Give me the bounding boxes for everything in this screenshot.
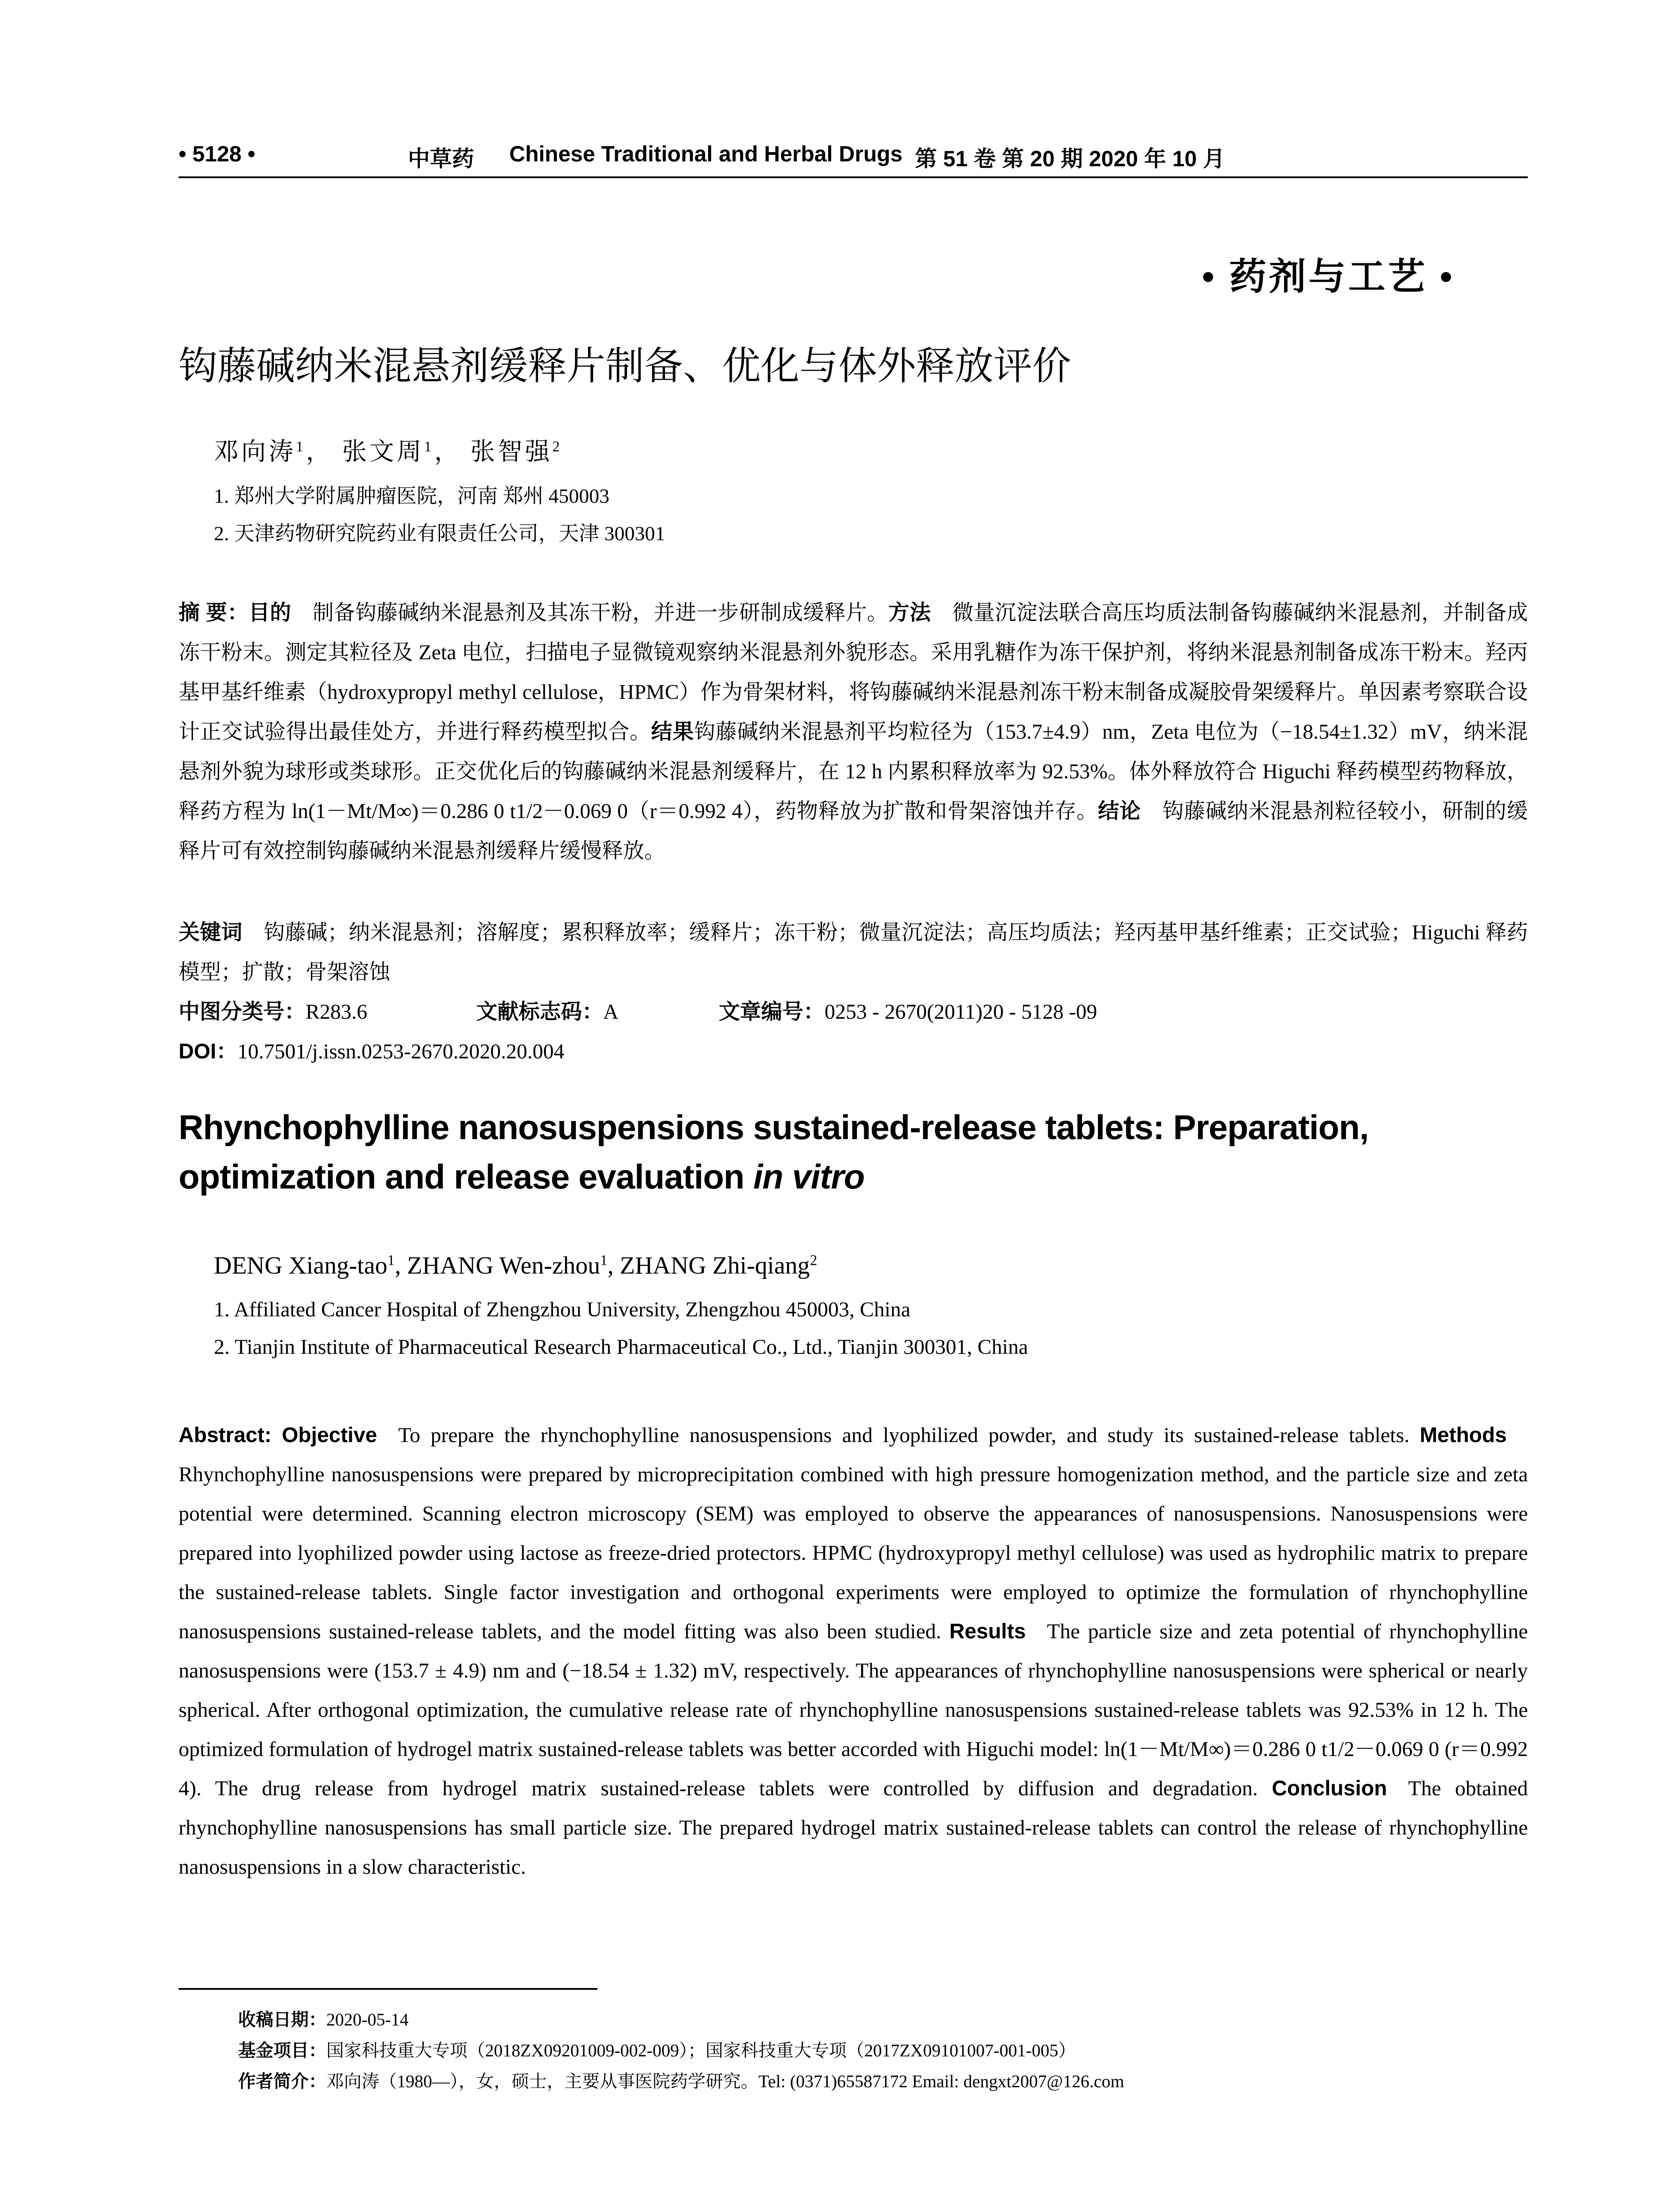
author-affiliation-mark: 2 bbox=[552, 438, 563, 455]
running-header bbox=[179, 141, 1528, 181]
author-list-cn: 邓向涛$^1$， 张文周$^1$， 张智强$^2$ bbox=[214, 438, 563, 466]
author-name: 邓向涛 bbox=[214, 438, 296, 466]
clc-label: 中图分类号： bbox=[179, 1000, 306, 1024]
footnote-rule bbox=[179, 1988, 597, 1990]
author-affiliation-mark: 1 bbox=[296, 438, 306, 455]
methods-label: 方法 bbox=[888, 601, 931, 624]
keywords-label: 关键词 bbox=[179, 921, 243, 944]
author-bio bbox=[238, 2068, 1124, 2095]
article-title-en bbox=[179, 1102, 1528, 1201]
methods-en-label: Methods bbox=[1419, 1424, 1507, 1447]
author-affiliation-mark: 2 bbox=[810, 1252, 818, 1269]
author-name: DENG Xiang-tao bbox=[214, 1252, 388, 1279]
received-date bbox=[238, 2007, 409, 2033]
article-number-label: 文章编号： bbox=[719, 1000, 825, 1024]
fund-value: 国家科技重大专项（2018ZX09201009-002-009）；国家科技重大专项（2017ZX09101007-001-005） bbox=[326, 2041, 1076, 2060]
results-en-text: The particle size and zeta potential of rhynchophylline nanosuspensions were (153.7 ± 4.9) nm and (−18.54 ± 1.32) mV, respectively. The appearances of rhynchophylline nanosuspensions were spherical or nearly spherical. After orthogonal optimization, the cumulative release rate of rhynchophylline nanosuspensions sustained-release tablets was 92.53% in 12 h. The optimized formulation of hydrogel matrix sustained-release tablets was better accorded with Higuchi model: ln(1－Mt/M∞)＝0.286 0 t1/2－0.069 0 (r＝0.992 4). The drug release from hydrogel matrix sustained-release tablets were controlled by diffusion and degradation. bbox=[179, 1620, 1528, 1800]
fund-label: 基金项目： bbox=[238, 2041, 326, 2060]
classification-line bbox=[179, 992, 367, 1032]
header-rule bbox=[179, 176, 1528, 178]
conclusion-text: 钩藤碱纳米混悬剂粒径较小，研制的缓释片可有效控制钩藤碱纳米混悬剂缓释片缓慢释放。 bbox=[179, 800, 1528, 863]
author-bio-label: 作者简介： bbox=[238, 2072, 326, 2091]
abstract-en bbox=[179, 1416, 1528, 1887]
article-number-line bbox=[719, 992, 1097, 1032]
affiliation-en: 2. Tianjin Institute of Pharmaceutical Research Pharmaceutical Co., Ltd., Tianjin 300301, China bbox=[214, 1335, 1028, 1359]
title-en-line2-text: optimization and release evaluation bbox=[179, 1157, 754, 1196]
author-name: ZHANG Wen-zhou bbox=[407, 1252, 600, 1279]
conclusion-en-label: Conclusion bbox=[1272, 1777, 1387, 1800]
doi-value[interactable]: 10.7501/j.issn.0253-2670.2020.20.004 bbox=[237, 1040, 564, 1063]
document-code-line bbox=[476, 992, 619, 1032]
objective-en-text: To prepare the rhynchophylline nanosuspensions and lyophilized powder, and study its sustained-release tablets. bbox=[398, 1424, 1410, 1447]
journal-title-en: Chinese Traditional and Herbal Drugs bbox=[509, 142, 903, 166]
doi-label: DOI： bbox=[179, 1040, 238, 1063]
title-en-line1: Rhynchophylline nanosuspensions sustained-release tablets: Preparation, bbox=[179, 1108, 1369, 1147]
abstract-label: 摘 要： bbox=[179, 601, 249, 624]
received-value: 2020-05-14 bbox=[326, 2010, 409, 2029]
document-code-value: A bbox=[603, 1000, 619, 1024]
author-name: ZHANG Zhi-qiang bbox=[620, 1252, 810, 1279]
results-label: 结果 bbox=[651, 720, 694, 744]
journal-title-cn: 中草药 bbox=[408, 146, 474, 171]
objective-en-label: Objective bbox=[282, 1424, 377, 1447]
received-label: 收稿日期： bbox=[238, 2010, 326, 2029]
document-code-label: 文献标志码： bbox=[476, 1000, 604, 1024]
issue-info: 第 51 卷 第 20 期 2020 年 10 月 bbox=[915, 146, 1225, 171]
author-affiliation-mark: 1 bbox=[387, 1252, 395, 1269]
author-name: 张文周 bbox=[342, 438, 424, 466]
objective-label: 目的 bbox=[248, 601, 291, 624]
title-en-italic: in vitro bbox=[753, 1157, 865, 1196]
methods-en-text: Rhynchophylline nanosuspensions were prepared by microprecipitation combined with high pressure homogenization method, and the particle size and zeta potential were determined. Scanning electron microscopy (SEM) was employed to observe the appearances of nanosuspensions. Nanosuspensions were prepared into lyophilized powder using lactose as freeze-dried protectors. HPMC (hydroxypropyl methyl cellulose) was used as hydrophilic matrix to prepare the sustained-release tablets. Single factor investigation and orthogonal experiments were employed to optimize the formulation of rhynchophylline nanosuspensions sustained-release tablets, and the model fitting was also been studied. bbox=[179, 1463, 1528, 1643]
page-number: • 5128 • bbox=[179, 142, 256, 166]
affiliation-en: 1. Affiliated Cancer Hospital of Zhengzhou University, Zhengzhou 450003, China bbox=[214, 1298, 911, 1321]
affiliation-cn: 1. 郑州大学附属肿瘤医院，河南 郑州 450003 bbox=[214, 485, 609, 507]
author-affiliation-mark: 1 bbox=[424, 438, 434, 455]
article-title-cn: 钩藤碱纳米混悬剂缓释片制备、优化与体外释放评价 bbox=[179, 344, 1071, 388]
keywords-text: 钩藤碱；纳米混悬剂；溶解度；累积释放率；缓释片；冻干粉；微量沉淀法；高压均质法；羟丙基甲基纤维素；正交试验；Higuchi 释药模型；扩散；骨架溶蚀 bbox=[179, 921, 1528, 984]
results-text: 钩藤碱纳米混悬剂平均粒径为（153.7±4.9）nm，Zeta 电位为（−18.54±1.32）mV，纳米混悬剂外貌为球形或类球形。正交优化后的钩藤碱纳米混悬剂缓释片，在 12 h 内累积释放率为 92.53%。体外释放符合 Higuchi 释药模型药物释放，释药方程为 ln(1－Mt/M∞)＝0.286 0 t1/2－0.069 0（r＝0.992 4），药物释放为扩散和骨架溶蚀并存。 bbox=[179, 720, 1528, 823]
abstract-en-label: Abstract: bbox=[179, 1424, 272, 1447]
keywords-cn bbox=[179, 913, 1528, 992]
article-number-value: 0253 - 2670(2011)20 - 5128 -09 bbox=[825, 1000, 1098, 1024]
fund-project bbox=[238, 2037, 1076, 2064]
author-name: 张智强 bbox=[470, 438, 553, 466]
objective-text: 制备钩藤碱纳米混悬剂及其冻干粉，并进一步研制成缓释片。 bbox=[312, 601, 889, 624]
clc-value: R283.6 bbox=[306, 1000, 368, 1024]
affiliation-cn: 2. 天津药物研究院药业有限责任公司，天津 300301 bbox=[214, 522, 665, 545]
conclusion-label: 结论 bbox=[1098, 800, 1141, 823]
methods-text: 微量沉淀法联合高压均质法制备钩藤碱纳米混悬剂，并制备成冻干粉末。测定其粒径及 Zeta 电位，扫描电子显微镜观察纳米混悬剂外貌形态。采用乳糖作为冻干保护剂，将纳米混悬剂制备成冻干粉末。羟丙基甲基纤维素（hydroxypropyl methyl cellulose，HPMC）作为骨架材料，将钩藤碱纳米混悬剂冻干粉末制备成凝胶骨架缓释片。单因素考察联合设计正交试验得出最佳处方，并进行释药模型拟合。 bbox=[179, 601, 1528, 744]
conclusion-en-text: The obtained rhynchophylline nanosuspensions has small particle size. The prepared hydrogel matrix sustained-release tablets can control the release of rhynchophylline nanosuspensions in a slow characteristic. bbox=[179, 1777, 1528, 1879]
author-list-en: DENG Xiang-tao$^1$, ZHANG Wen-zhou$^1$, ZHANG Zhi-qiang$^2$ bbox=[214, 1252, 818, 1279]
title-en-line2 bbox=[179, 1152, 1528, 1201]
abstract-cn bbox=[179, 593, 1528, 871]
section-tag: • 药剂与工艺 • bbox=[1202, 257, 1455, 298]
author-affiliation-mark: 1 bbox=[600, 1252, 608, 1269]
doi-line bbox=[179, 1032, 564, 1072]
results-en-label: Results bbox=[949, 1620, 1026, 1643]
author-bio-value: 邓向涛（1980—），女，硕士，主要从事医院药学研究。Tel: (0371)65587172 Email: dengxt2007@126.com bbox=[326, 2071, 1124, 2091]
